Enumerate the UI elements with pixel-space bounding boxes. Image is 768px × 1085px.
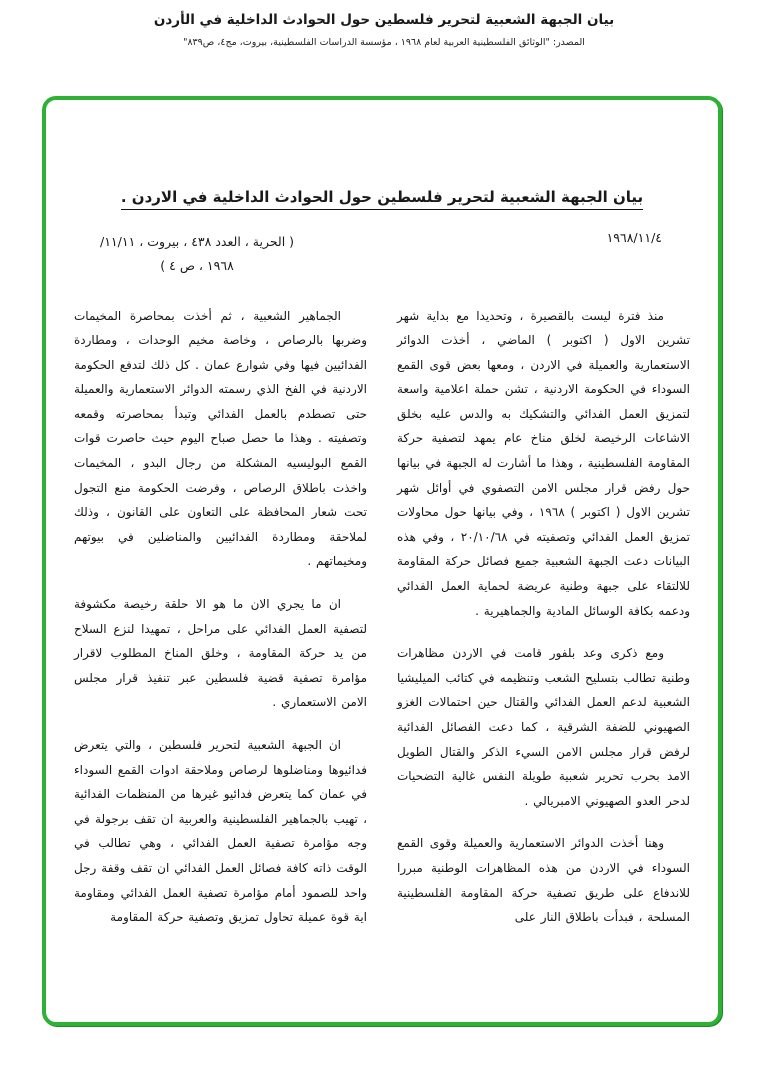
column-left bbox=[74, 304, 367, 948]
document-green-frame bbox=[42, 96, 722, 1026]
document-date: ١٩٦٨/١١/٤ bbox=[606, 230, 662, 245]
paragraph: الجماهير الشعبية ، ثم أخذت بمحاصرة المخيمات وضربها بالرصاص ، وخاصة مخيم الوحدات ، ومطاردة الفدائيين فيها وفي شوارع عمان . كل ذلك لتدفع الحكومة الاردنية في الفخ الذي رسمته الدوائر الاستعمارية والعميلة حتى تصطدم بالعمل الفدائي وتبدأ بمحاصرته وقمعه وتصفيته . وهذا ما حصل صباح اليوم حيث حاصرت قوات القمع البوليسيه المشكلة من رجال البدو ، المخيمات واخذت باطلاق الرصاص ، وفرضت الحكومة منع التجول تحت شعار المحافظة على التعاون على القانون ، وذلك لملاحقة ومطاردة الفدائيين والمناضلين في بيوتهم ومخيماتهم . bbox=[74, 308, 367, 569]
column-right bbox=[397, 304, 690, 948]
page-header-title: بيان الجبهة الشعبية لتحرير فلسطين حول الحوادث الداخلية في الأردن bbox=[153, 12, 615, 28]
document-meta-row bbox=[74, 230, 690, 278]
page-header bbox=[0, 0, 768, 48]
page-header-source: المصدر: "الوثائق الفلسطينية العربية لعام ١٩٦٨ ، مؤسسة الدراسات الفلسطينية، بيروت، مج٤، ص٨٣٩" bbox=[183, 37, 585, 48]
document-citation-line1: ( الحرية ، العدد ٤٣٨ ، بيروت ، ١١/١١/ bbox=[100, 234, 295, 249]
document-body bbox=[46, 100, 718, 948]
document-title bbox=[74, 188, 690, 210]
document-citation bbox=[74, 230, 294, 278]
document-citation-line2: ١٩٦٨ ، ص ٤ ) bbox=[160, 257, 234, 273]
document-title-text: بيان الجبهة الشعبية لتحرير فلسطين حول الحوادث الداخلية في الاردن . bbox=[121, 188, 643, 210]
paragraph: ان ما يجري الان ما هو الا حلقة رخيصة مكشوفة لتصفية العمل الفدائي على مراحل ، تمهيدا لنزع السلاح من يد حركة المقاومة ، وخلق المناخ المطلوب لاقرار مؤامرة تصفية قضية فلسطين عبر تنفيذ قرار مجلس الامن الاستعماري . bbox=[74, 597, 367, 710]
paragraph: ان الجبهة الشعبية لتحرير فلسطين ، والتي يتعرض فدائيوها ومناضلوها لرصاص وملاحقة ادوات القمع السوداء في عمان كما يتعرض فدائيو غيرها من المنظمات الفدائية ، تهيب بالجماهير الفلسطينية والعربية ان تقف برجولة في وجه مؤامرة تصفية العمل الفدائي ، وهي تطالب في الوقت ذاته كافة فصائل العمل الفدائي ان تقف وقفة رجل واحد للصمود أمام مؤامرة تصفية العمل الفدائي ومقاومة اية قوة عميلة تحاول تمزيق وتصفية حركة المقاومة bbox=[74, 738, 367, 925]
paragraph: وهنا أخذت الدوائر الاستعمارية والعميلة وقوى القمع السوداء في الاردن من هذه المظاهرات الوطنية مبررا للاندفاع على طريق تصفية حركة المقاومة الفلسطينية المسلحة ، فبدأت باطلاق النار على bbox=[397, 836, 690, 925]
paragraph: ومع ذكرى وعد بلفور قامت في الاردن مظاهرات وطنية تطالب بتسليح الشعب وتنظيمه في كتائب الميليشيا الشعبية لدعم العمل الفدائي والقتال حين احتمالات الغزو الصهيوني للضفة الشرقية ، كما دعت الفصائل الفدائية لرفض قرار مجلس الامن السيء الذكر والقتال الطويل الامد بحرب تحرير شعبية طويلة النفس غالية التضحيات لدحر العدو الصهيوني الامبريالي . bbox=[397, 646, 690, 808]
document-columns bbox=[74, 304, 690, 948]
paragraph: منذ فترة ليست بالقصيرة ، وتحديدا مع بداية شهر تشرين الاول ( اكتوبر ) الماضي ، أخذت الدوائر الاستعمارية والعميلة في الاردن ، ومعها بعض قوى القمع السوداء في الحكومة الاردنية ، تشن حملة اعلامية واسعة لتمزيق العمل الفدائي والتشكيك به والدس عليه بخلق الاشاعات الرخيصة لخلق مناخ عام يمهد لتصفية حركة المقاومة الفلسطينية ، وهذا ما أشارت له الجبهة في بيانها حول رفض قرار مجلس الامن التصفوي في أوائل شهر تشرين الاول ( اكتوبر ) ١٩٦٨ ، وفي بيانها حول محاولات تمزيق العمل الفدائي وتصفيته في ٢٠/١٠/٦٨ ، وفي هذه البيانات دعت الجبهة الشعبية جميع فصائل حركة المقاومة للالتقاء على جبهة وطنية عريضة لحماية العمل الفدائي ودعمه بكافة الوسائل المادية والجماهيرية . bbox=[397, 308, 690, 618]
